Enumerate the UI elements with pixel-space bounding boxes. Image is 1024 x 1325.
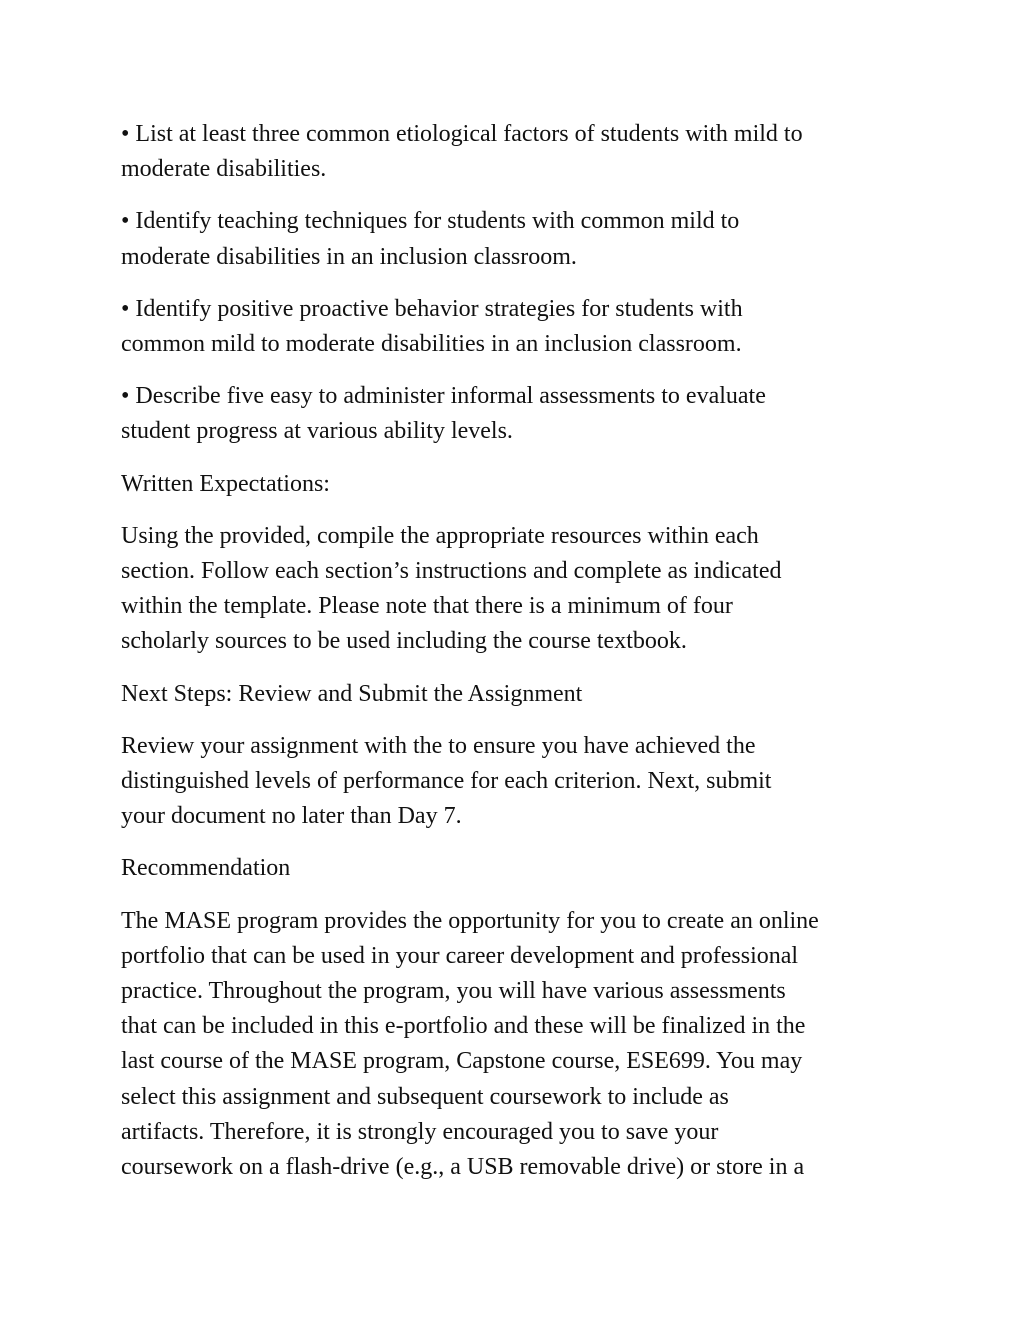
text-line: last course of the MASE program, Capstone course, ESE699. You may	[121, 1048, 803, 1075]
text-line: Review your assignment with the to ensure you have achieved the	[121, 732, 756, 759]
text-line: moderate disabilities in an inclusion classroom.	[121, 243, 577, 270]
section-heading-recommendation	[121, 851, 911, 886]
text-line: student progress at various ability levels.	[121, 418, 513, 445]
bullet-paragraph	[121, 117, 911, 187]
heading-text: Written Expectations:	[121, 470, 330, 497]
text-line: portfolio that can be used in your career development and professional	[121, 942, 799, 969]
text-line: • Identify positive proactive behavior strategies for students with	[121, 295, 743, 322]
text-line: • Identify teaching techniques for students with common mild to	[121, 208, 740, 235]
section-heading-next-steps	[121, 677, 911, 712]
text-line: • Describe five easy to administer informal assessments to evaluate	[121, 383, 766, 410]
text-line: your document no later than Day 7.	[121, 803, 462, 830]
text-line: that can be included in this e-portfolio and these will be finalized in the	[121, 1013, 806, 1040]
bullet-paragraph	[121, 292, 911, 362]
section-heading-written-expectations	[121, 467, 911, 502]
text-line: artifacts. Therefore, it is strongly encouraged you to save your	[121, 1118, 719, 1145]
text-line: within the template. Please note that there is a minimum of four	[121, 593, 733, 620]
text-line: coursework on a flash-drive (e.g., a USB removable drive) or store in a	[121, 1154, 805, 1181]
text-line: The MASE program provides the opportunity for you to create an online	[121, 907, 819, 934]
body-paragraph	[121, 904, 911, 1186]
text-line: moderate disabilities.	[121, 156, 327, 183]
text-line: scholarly sources to be used including the course textbook.	[121, 628, 687, 655]
text-line: section. Follow each section’s instructions and complete as indicated	[121, 558, 782, 585]
document-page	[121, 117, 911, 1202]
body-paragraph	[121, 519, 911, 660]
text-line: Using the provided, compile the appropriate resources within each	[121, 522, 759, 549]
text-line: common mild to moderate disabilities in an inclusion classroom.	[121, 331, 742, 358]
text-line: • List at least three common etiological factors of students with mild to	[121, 121, 803, 147]
text-line: practice. Throughout the program, you will have various assessments	[121, 978, 786, 1005]
bullet-paragraph	[121, 204, 911, 274]
text-line: select this assignment and subsequent coursework to include as	[121, 1083, 729, 1110]
heading-text: Recommendation	[121, 855, 291, 882]
bullet-paragraph	[121, 379, 911, 449]
text-line: distinguished levels of performance for each criterion. Next, submit	[121, 768, 772, 795]
heading-text: Next Steps: Review and Submit the Assignment	[121, 680, 583, 707]
body-paragraph	[121, 729, 911, 835]
